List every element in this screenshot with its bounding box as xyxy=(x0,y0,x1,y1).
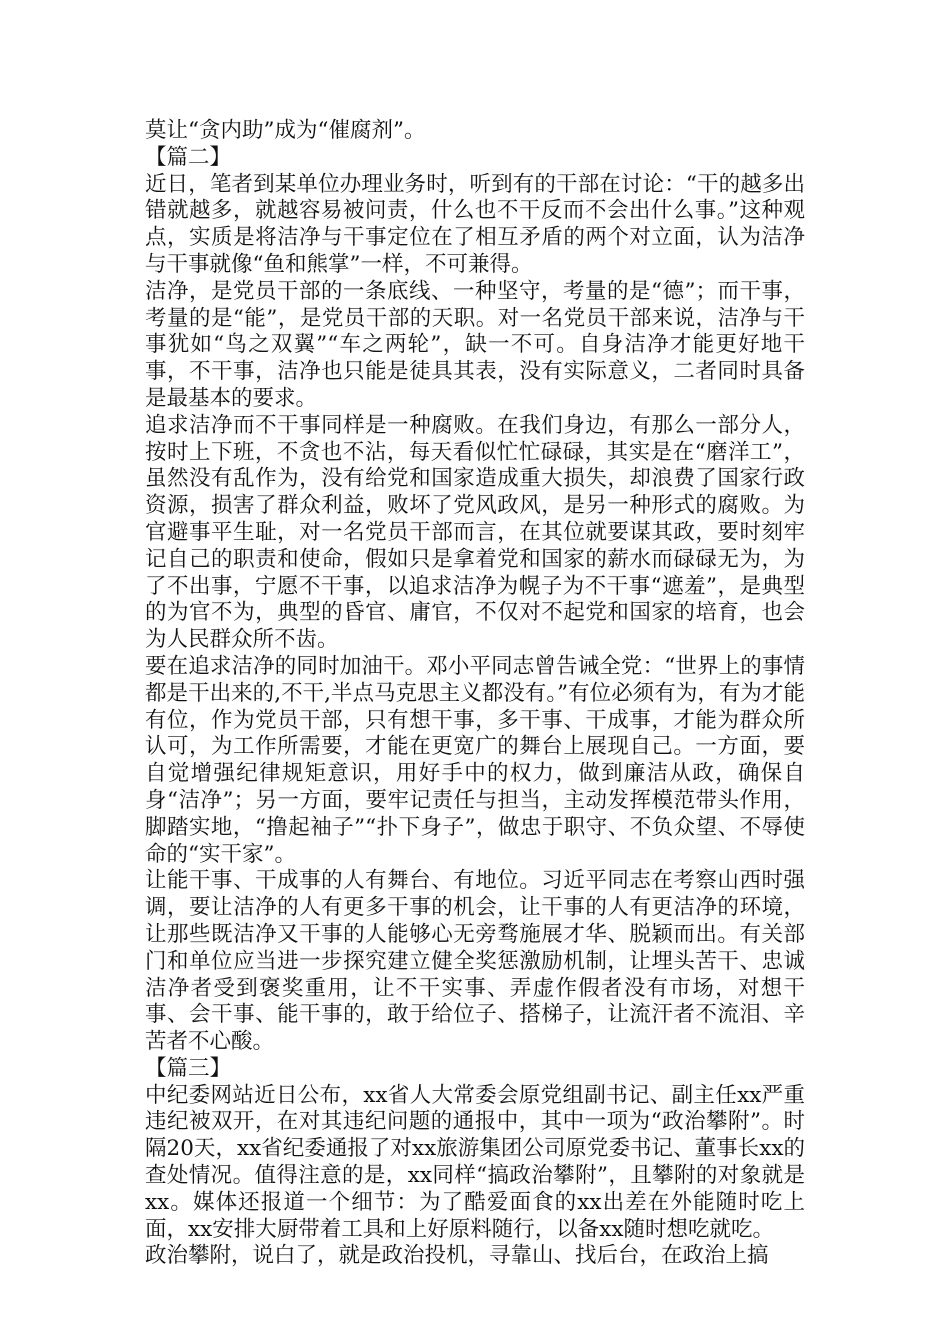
paragraph: 中纪委网站近日公布，xx省人大常委会原党组副书记、副主任xx严重违纪被双开，在对其违纪问题的通报中，其中一项为“政治攀附”。时隔20天，xx省纪委通报了对xx旅游集团公司原党委书记、董事长xx的查处情况。值得注意的是，xx同样“搞政治攀附”，且攀附的对象就是xx。媒体还报道一个细节：为了酷爱面食的xx出差在外能随时吃上面，xx安排大厨带着工具和上好原料随行，以备xx随时想吃就吃。 xyxy=(145,1082,805,1242)
paragraph-closing-line: 莫让“贪内助”成为“催腐剂”。 xyxy=(145,118,426,143)
document-body xyxy=(145,118,805,1270)
paragraph-truncated: 政治攀附，说白了，就是政治投机，寻靠山、找后台，在政治上搞 xyxy=(145,1243,769,1269)
paragraph: 让能干事、干成事的人有舞台、有地位。习近平同志在考察山西时强调，要让洁净的人有更多干事的机会，让干事的人有更洁净的环境，让那些既洁净又干事的人能够心无旁骛施展才华、脱颖而出。有关部门和单位应当进一步探究建立健全奖惩激励机制，让埋头苦干、忠诚洁净者受到褒奖重用，让不干实事、弄虚作假者没有市场，对想干事、会干事、能干事的，敢于给位子、搭梯子，让流汗者不流泪、辛苦者不心酸。 xyxy=(145,868,805,1055)
paragraph: 要在追求洁净的同时加油干。邓小平同志曾告诫全党：“世界上的事情都是干出来的,不干,半点马克思主义都没有。”有位必须有为，有为才能有位，作为党员干部，只有想干事，多干事、干成事，才能为群众所认可，为工作所需要，才能在更宽广的舞台上展现自己。一方面，要自觉增强纪律规矩意识，用好手中的权力，做到廉洁从政，确保自身“洁净”；另一方面，要牢记责任与担当，主动发挥模范带头作用，脚踏实地，“撸起袖子”“扑下身子”，做忠于职守、不负众望、不辱使命的“实干家”。 xyxy=(145,653,805,867)
paragraph: 近日，笔者到某单位办理业务时，听到有的干部在讨论：“干的越多出错就越多，就越容易被问责，什么也不干反而不会出什么事。”这种观点，实质是将洁净与干事定位在了相互矛盾的两个对立面，认为洁净与干事就像“鱼和熊掌”一样，不可兼得。 xyxy=(145,171,805,277)
section-heading-part-three: 【篇三】 xyxy=(145,1055,232,1081)
section-heading-part-two: 【篇二】 xyxy=(145,144,232,170)
paragraph: 追求洁净而不干事同样是一种腐败。在我们身边，有那么一部分人，按时上下班，不贪也不沾，每天看似忙忙碌碌，其实是在“磨洋工”，虽然没有乱作为，没有给党和国家造成重大损失，却浪费了国家行政资源，损害了群众利益，败坏了党风政风，是另一种形式的腐败。为官避事平生耻，对一名党员干部而言，在其位就要谋其政，要时刻牢记自己的职责和使命，假如只是拿着党和国家的薪水而碌碌无为，为了不出事，宁愿不干事，以追求洁净为幌子为不干事“遮羞”，是典型的为官不为，典型的昏官、庸官，不仅对不起党和国家的培育，也会为人民群众所不齿。 xyxy=(145,412,805,653)
paragraph: 洁净，是党员干部的一条底线、一种坚守，考量的是“德”；而干事，考量的是“能”，是党员干部的天职。对一名党员干部来说，洁净与干事犹如“鸟之双翼”“车之两轮”，缺一不可。自身洁净才能更好地干事，不干事，洁净也只能是徒具其表，没有实际意义，二者同时具备是最基本的要求。 xyxy=(145,278,805,411)
